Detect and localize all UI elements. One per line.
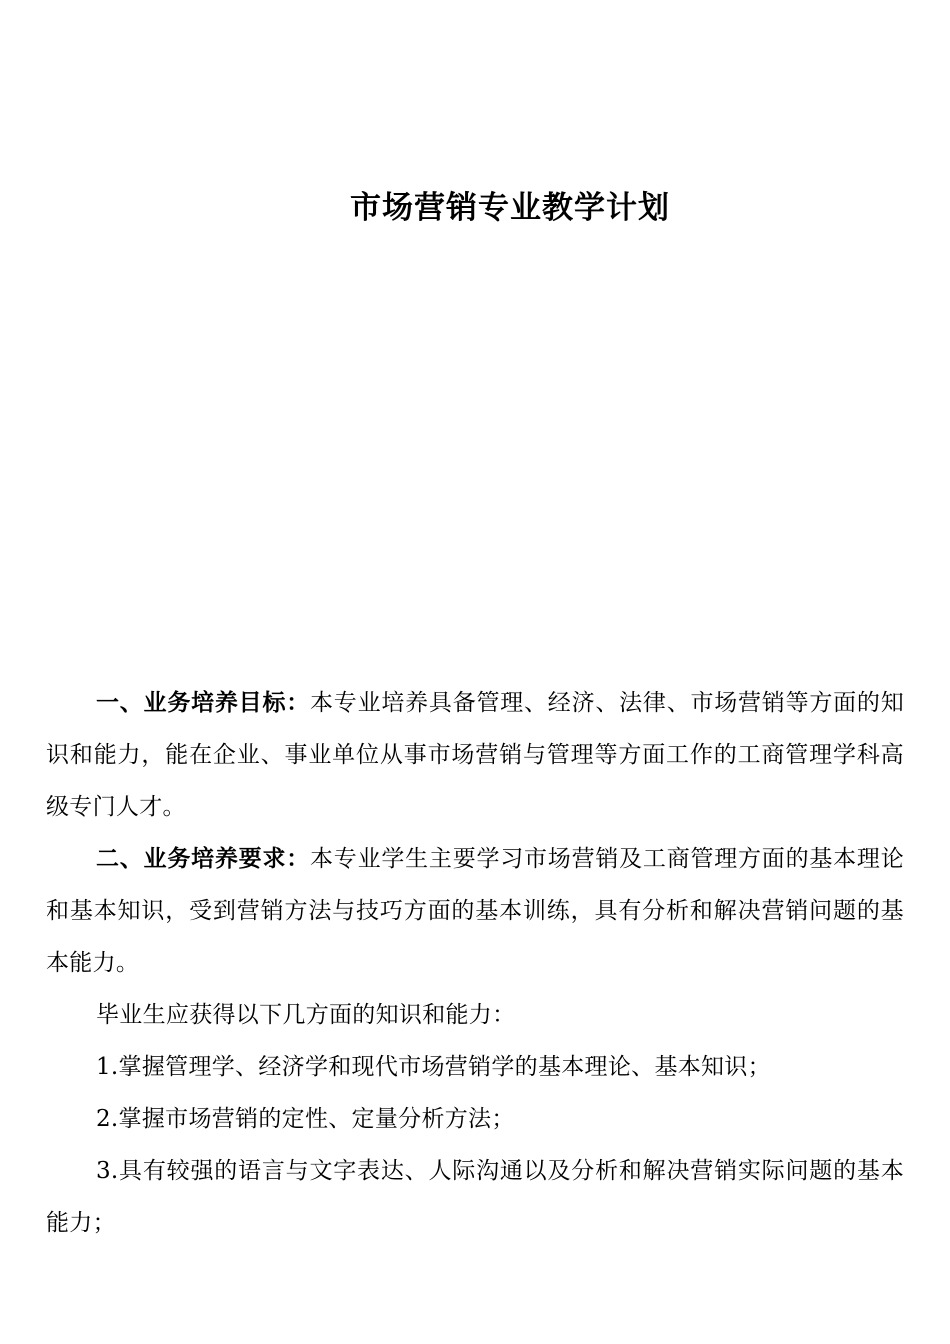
section-heading-requirement: 二、业务培养要求： bbox=[96, 846, 311, 872]
list-item: 2.掌握市场营销的定性、定量分析方法； bbox=[96, 1106, 515, 1132]
list-item: 3.具有较强的语言与文字表达、人际沟通以及分析和解决营销实际问题的基本能力； bbox=[46, 1158, 904, 1236]
document-body bbox=[46, 677, 904, 1249]
section-text-requirement: 本专业学生主要学习市场营销及工商管理方面的基本理论和基本知识，受到营销方法与技巧方面的基本训练，具有分析和解决营销问题的基本能力。 bbox=[46, 846, 905, 976]
list-item: 1.掌握管理学、经济学和现代市场营销学的基本理论、基本知识； bbox=[96, 1054, 771, 1080]
document-title: 市场营销专业教学计划 bbox=[350, 190, 670, 226]
section-training-goal bbox=[46, 677, 904, 833]
section-heading-goal: 一、业务培养目标： bbox=[96, 690, 311, 716]
section-text-goal: 本专业培养具备管理、经济、法律、市场营销等方面的知识和能力，能在企业、事业单位从事市场营销与管理等方面工作的工商管理学科高级专门人才。 bbox=[46, 690, 905, 820]
section-training-requirement bbox=[46, 833, 904, 989]
graduate-intro: 毕业生应获得以下几方面的知识和能力： bbox=[96, 1002, 516, 1028]
